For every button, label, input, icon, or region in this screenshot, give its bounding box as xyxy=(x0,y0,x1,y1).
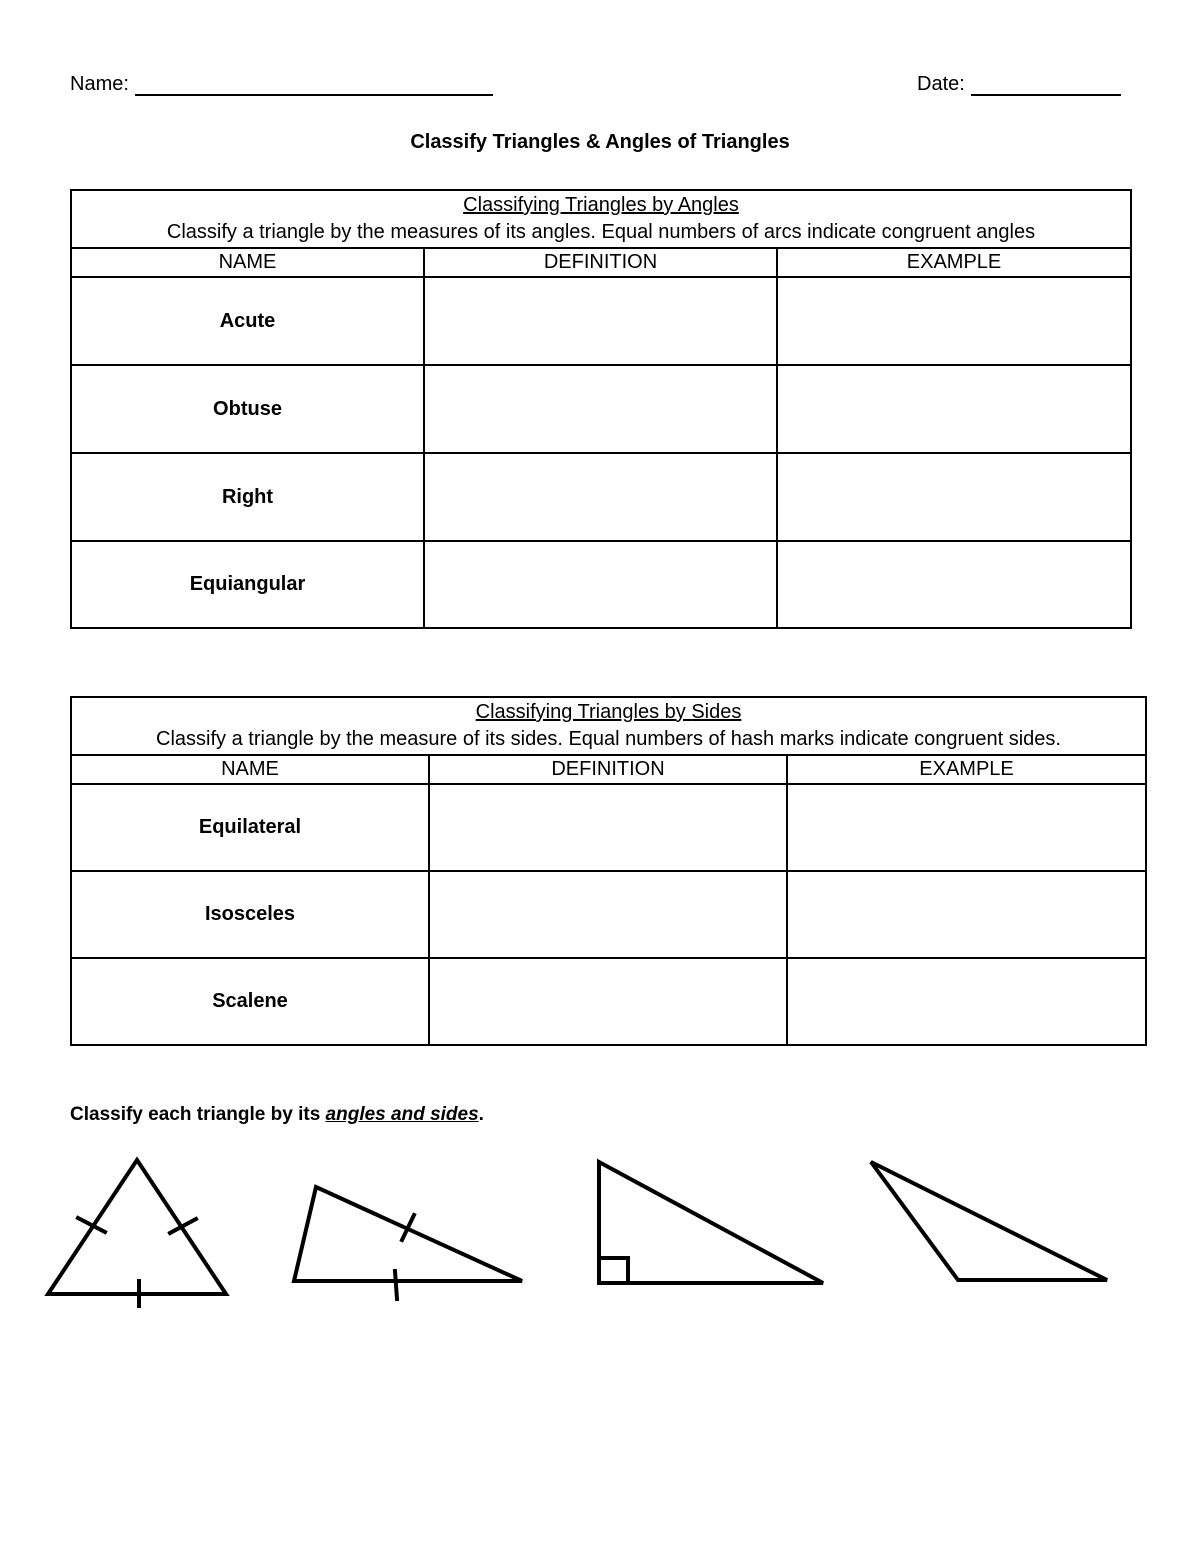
definition-cell[interactable] xyxy=(429,871,787,958)
sides-table-caption xyxy=(71,697,1146,755)
triangle-figures xyxy=(0,1140,1200,1340)
table-row xyxy=(71,541,1131,628)
row-name-scalene: Scalene xyxy=(71,958,429,1045)
date-label: Date: xyxy=(917,73,965,95)
definition-cell[interactable] xyxy=(424,277,777,365)
isosceles-triangle-figure xyxy=(294,1187,522,1299)
angles-col-name: NAME xyxy=(71,248,424,277)
table-row xyxy=(71,453,1131,541)
definition-cell[interactable] xyxy=(424,365,777,453)
example-cell[interactable] xyxy=(787,958,1146,1045)
obtuse-triangle-figure xyxy=(871,1162,1107,1280)
example-cell[interactable] xyxy=(787,784,1146,871)
hash-mark xyxy=(395,1271,397,1299)
angles-table-caption xyxy=(71,190,1131,248)
row-name-obtuse: Obtuse xyxy=(71,365,424,453)
table-row xyxy=(71,365,1131,453)
definition-cell[interactable] xyxy=(429,958,787,1045)
table-row xyxy=(71,784,1146,871)
angles-col-definition: DEFINITION xyxy=(424,248,777,277)
name-blank-line[interactable] xyxy=(135,74,493,96)
sides-col-name: NAME xyxy=(71,755,429,784)
sides-table-subtitle: Classify a triangle by the measure of its sides. Equal numbers of hash marks indicate congruent sides. xyxy=(156,728,1061,750)
row-name-acute: Acute xyxy=(71,277,424,365)
date-field[interactable] xyxy=(917,73,1121,96)
right-angle-mark xyxy=(599,1258,628,1283)
example-cell[interactable] xyxy=(777,365,1131,453)
example-cell[interactable] xyxy=(777,453,1131,541)
table-row xyxy=(71,277,1131,365)
row-name-equilateral: Equilateral xyxy=(71,784,429,871)
example-cell[interactable] xyxy=(777,541,1131,628)
definition-cell[interactable] xyxy=(424,453,777,541)
definition-cell[interactable] xyxy=(429,784,787,871)
equilateral-triangle-figure xyxy=(48,1160,226,1306)
row-name-equiangular: Equiangular xyxy=(71,541,424,628)
example-cell[interactable] xyxy=(787,871,1146,958)
table-row xyxy=(71,871,1146,958)
row-name-isosceles: Isosceles xyxy=(71,871,429,958)
sides-table-title: Classifying Triangles by Sides xyxy=(475,701,742,723)
definition-cell[interactable] xyxy=(424,541,777,628)
example-cell[interactable] xyxy=(777,277,1131,365)
date-blank-line[interactable] xyxy=(971,74,1121,96)
table-row xyxy=(71,958,1146,1045)
row-name-right: Right xyxy=(71,453,424,541)
angles-col-example: EXAMPLE xyxy=(777,248,1131,277)
right-triangle-figure xyxy=(599,1162,823,1283)
name-label: Name: xyxy=(70,73,129,95)
sides-col-definition: DEFINITION xyxy=(429,755,787,784)
instruction-text: Classify each triangle by its angles and sides. xyxy=(70,1104,484,1125)
page-title: Classify Triangles & Angles of Triangles xyxy=(410,131,790,153)
angles-table-subtitle: Classify a triangle by the measures of its angles. Equal numbers of arcs indicate congruent angles xyxy=(166,221,1036,243)
sides-col-example: EXAMPLE xyxy=(787,755,1146,784)
angles-classification-table xyxy=(70,189,1132,629)
angles-table-title: Classifying Triangles by Angles xyxy=(463,194,739,216)
sides-classification-table xyxy=(70,696,1147,1046)
name-field[interactable] xyxy=(70,73,493,96)
